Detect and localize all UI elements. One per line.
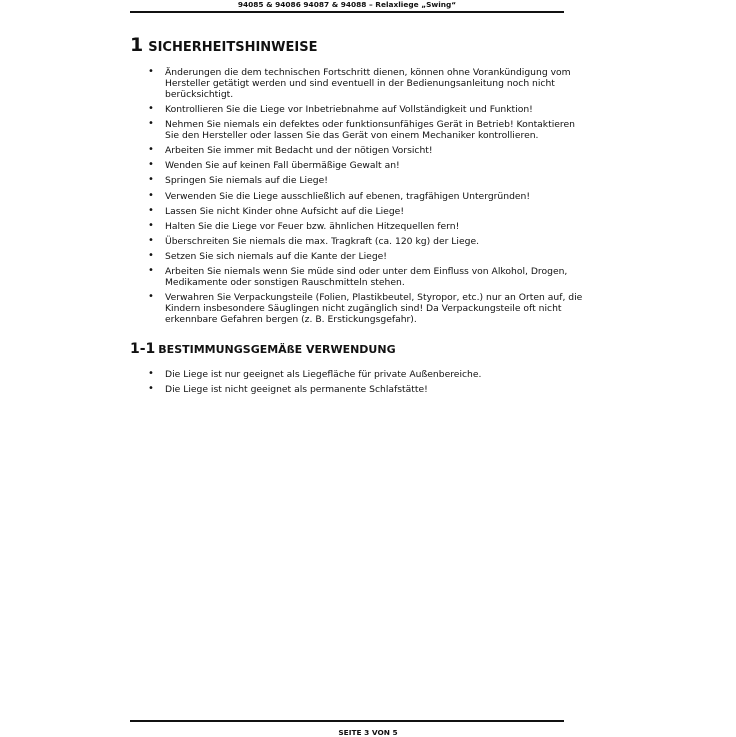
list-item-text: Halten Sie die Liege vor Feuer bzw. ähnlichen Hitzequellen fern! [165, 220, 460, 232]
list-item-text: Die Liege ist nur geeignet als Liegefläche für private Außenbereiche. [165, 369, 482, 380]
list-item [148, 145, 588, 156]
list-item-text: Nehmen Sie niemals ein defektes oder funktionsunfähiges Gerät in Betrieb! Kontaktieren Sie den Hersteller oder lassen Sie das Gerät von einem Mechaniker kontrollieren. [165, 119, 575, 142]
bullet-icon: • [148, 144, 154, 156]
section-number: 1 [130, 34, 144, 56]
bullet-icon: • [148, 204, 154, 216]
bullet-icon: • [148, 118, 154, 130]
bullet-icon: • [148, 265, 154, 277]
list-item-text: Verwahren Sie Verpackungsteile (Folien, Plastikbeutel, Styropor, etc.) nur an Orten auf, die Kindern insbesondere Säuglingen nicht zugänglich sind! Da Verpackungsteile oft nicht erkennbare Gefahren bergen (z. B. Erstickungsgefahr). [165, 292, 583, 326]
list-item [148, 206, 588, 217]
list-item [148, 191, 588, 202]
list-item [148, 104, 588, 115]
list-item-text: Arbeiten Sie niemals wenn Sie müde sind oder unter dem Einfluss von Alkohol, Drogen, Medikamente oder sonstigen Rauschmitteln stehen. [165, 266, 568, 289]
list-item-text: Die Liege ist nicht geeignet als permanente Schlafstätte! [165, 384, 428, 396]
bullet-icon: • [148, 174, 154, 186]
bullet-icon: • [148, 249, 154, 261]
list-item-text: Wenden Sie auf keinen Fall übermäßige Gewalt an! [165, 160, 400, 172]
bullet-icon: • [148, 291, 154, 303]
list-item-text: Springen Sie niemals auf die Liege! [165, 175, 328, 187]
section-heading-safety [130, 34, 317, 56]
bullet-icon: • [148, 103, 154, 115]
bullet-icon: • [148, 159, 154, 171]
intended-use-list [148, 369, 588, 399]
section-heading-intended-use [130, 341, 396, 357]
list-item [148, 221, 588, 232]
list-item-text: Arbeiten Sie immer mit Bedacht und der nötigen Vorsicht! [165, 145, 433, 157]
list-item [148, 119, 588, 141]
list-item [148, 384, 588, 395]
list-item-text: Verwenden Sie die Liege ausschließlich auf ebenen, tragfähigen Untergründen! [165, 190, 531, 202]
subsection-number: 1-1 [130, 341, 156, 357]
list-item [148, 160, 588, 171]
safety-instructions-list [148, 67, 588, 329]
list-item-text: Änderungen die dem technischen Fortschritt dienen, können ohne Vorankündigung vom Hersteller getätigt werden und sind eventuell in der Bedienungsanleitung noch nicht berücksichtigt. [165, 67, 571, 100]
bullet-icon: • [148, 383, 154, 395]
list-item [148, 251, 588, 262]
list-item [148, 369, 588, 380]
bullet-icon: • [148, 234, 154, 246]
page-header: 94085 & 94086 94087 & 94088 – Relaxliege „Swing“ [130, 0, 564, 13]
list-item [148, 236, 588, 247]
list-item-text: Lassen Sie nicht Kinder ohne Aufsicht auf die Liege! [165, 205, 405, 217]
list-item-text: Kontrollieren Sie die Liege vor Inbetriebnahme auf Vollständigkeit und Funktion! [165, 104, 533, 116]
bullet-icon: • [148, 189, 154, 201]
footer-divider [130, 720, 564, 722]
list-item [148, 292, 588, 325]
subsection-title: BESTIMMUNGSGEMÄßE VERWENDUNG [158, 343, 396, 356]
section-title: SICHERHEITSHINWEISE [148, 40, 318, 55]
list-item [148, 67, 588, 100]
list-item-text: Setzen Sie sich niemals auf die Kante der Liege! [165, 250, 387, 262]
bullet-icon: • [148, 368, 154, 379]
page-number: SEITE 3 VON 5 [338, 728, 398, 737]
list-item-text: Überschreiten Sie niemals die max. Tragkraft (ca. 120 kg) der Liege. [165, 235, 480, 247]
list-item [148, 175, 588, 186]
bullet-icon: • [148, 219, 154, 231]
bullet-icon: • [148, 66, 154, 77]
list-item [148, 266, 588, 288]
